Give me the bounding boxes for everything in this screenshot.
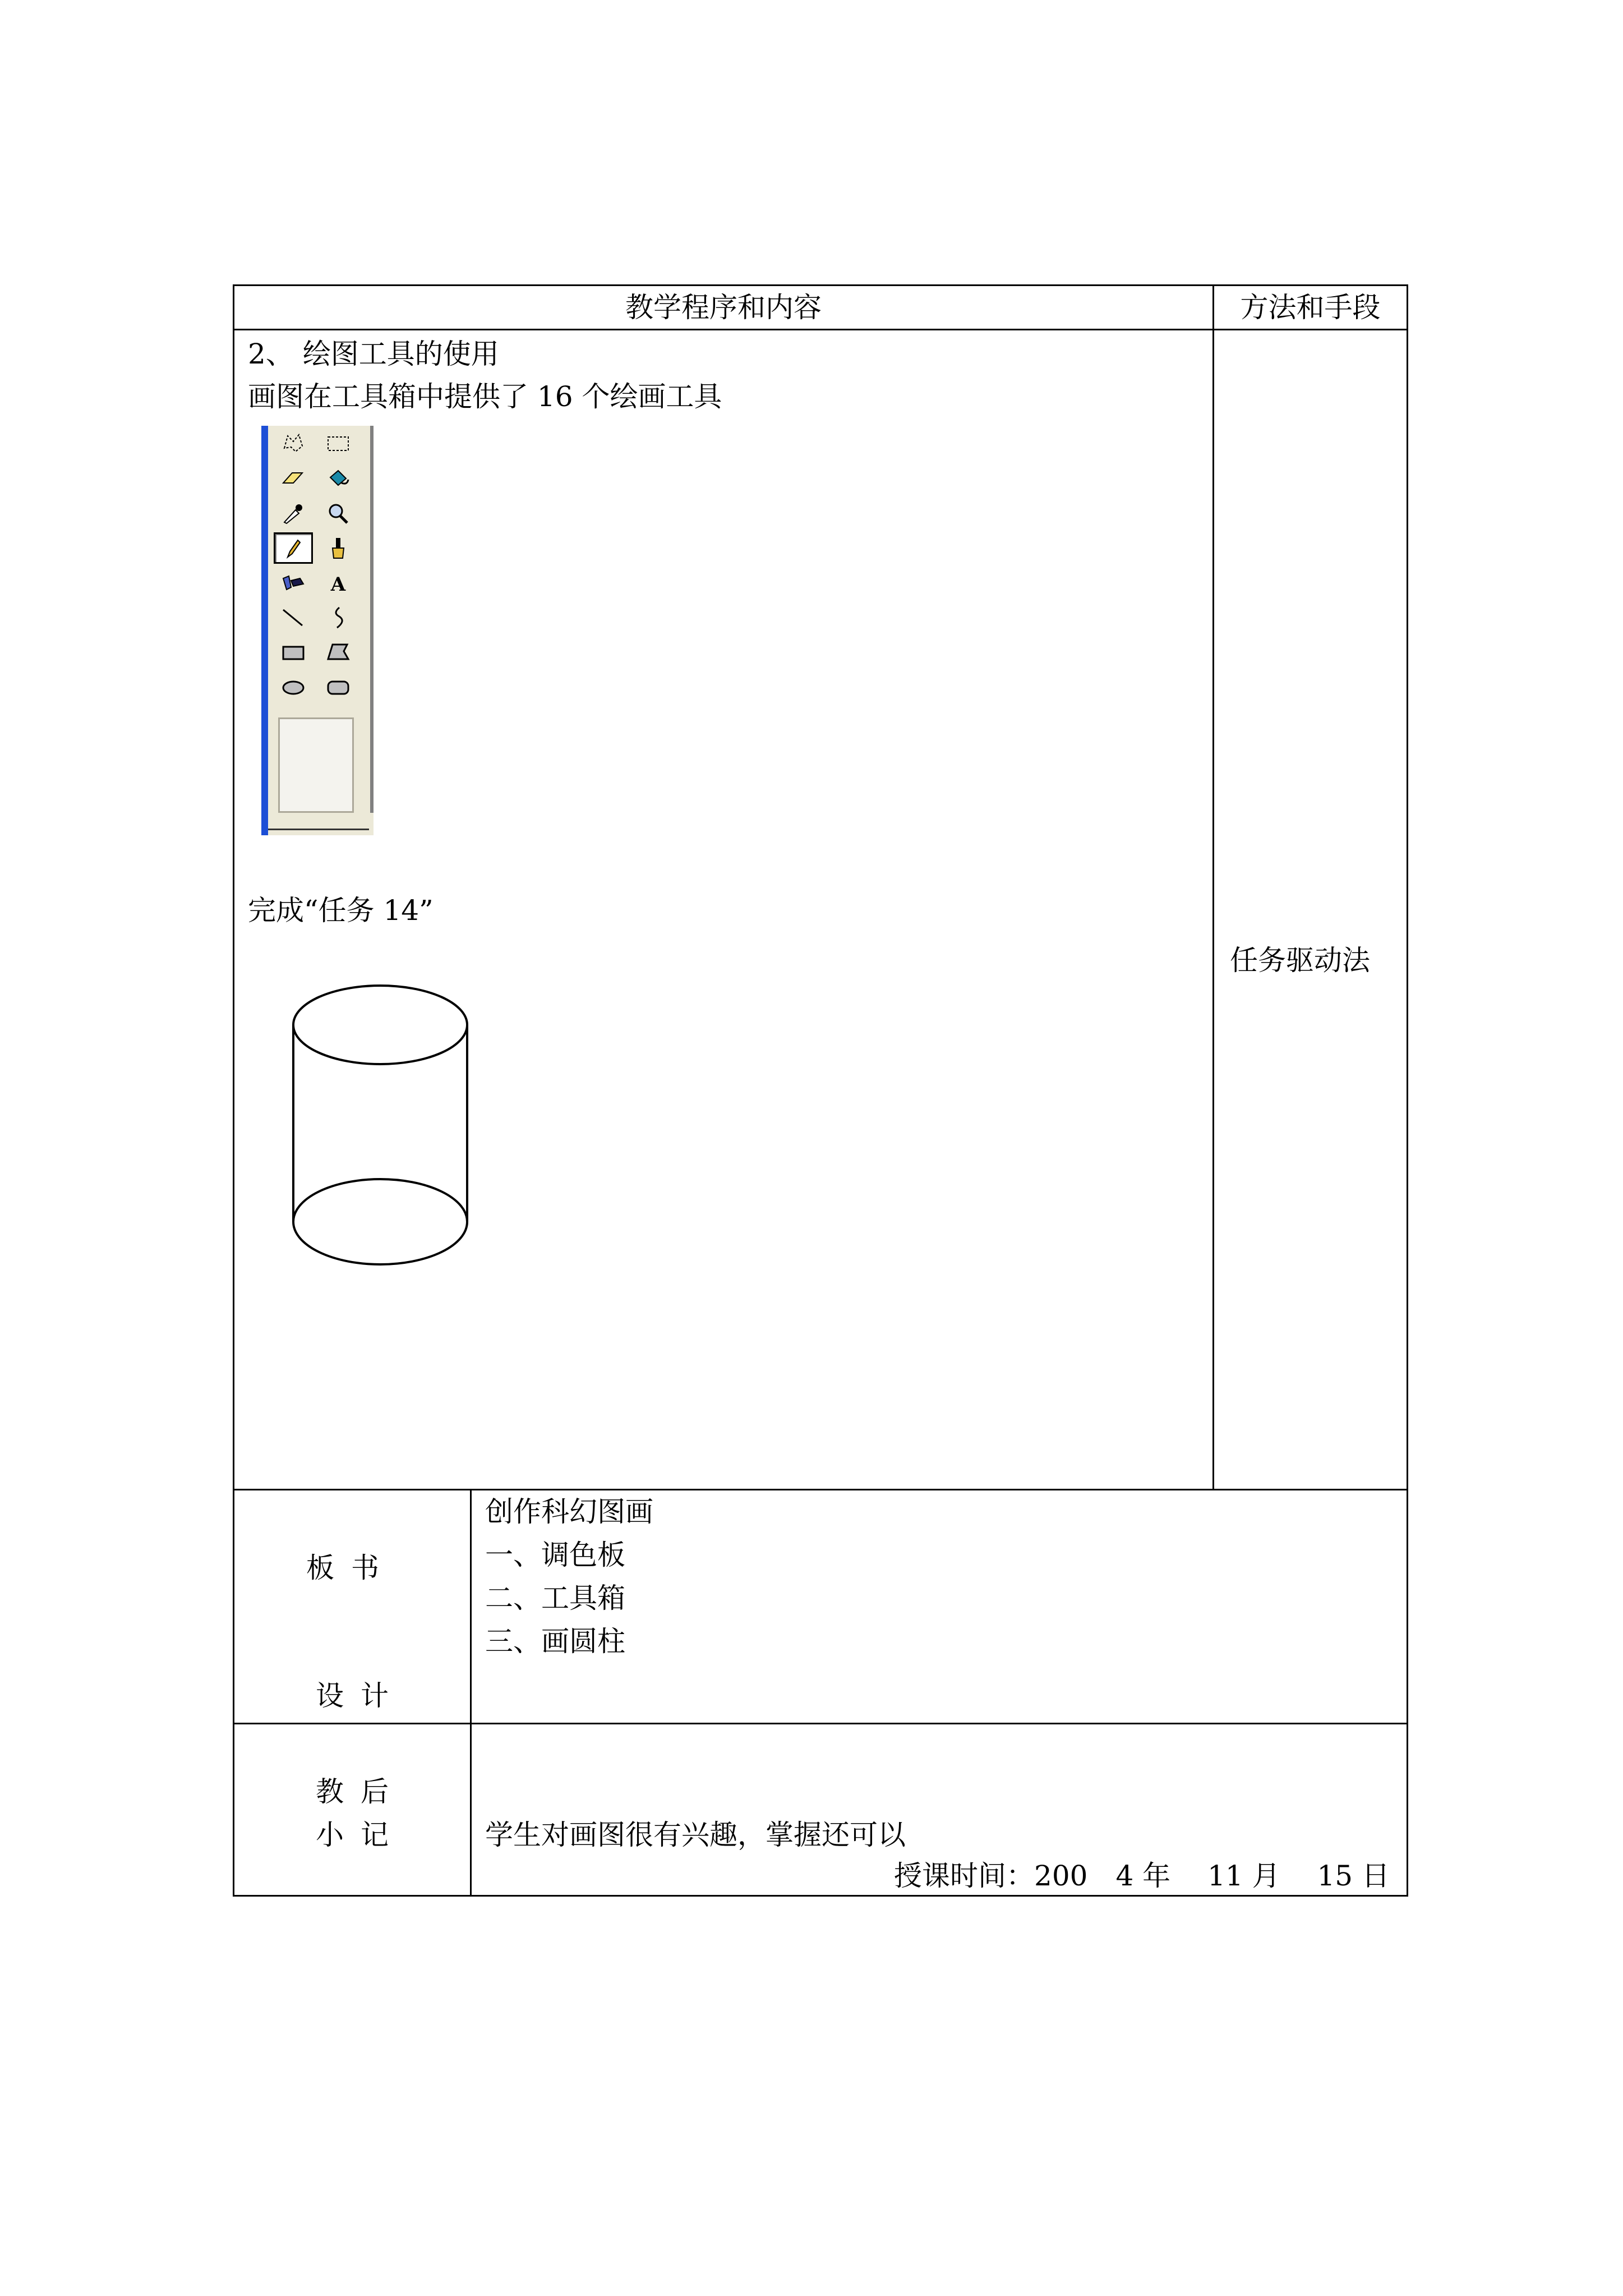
board-line-2: 一、调色板 [485, 1539, 625, 1571]
reflection-label-cell [234, 1724, 471, 1896]
brush-icon [319, 532, 358, 564]
header-row [234, 286, 1408, 330]
ellipse-icon [274, 671, 313, 703]
reflection-content [471, 1724, 1408, 1896]
polygon-icon [319, 637, 358, 668]
board-line-3: 二、工具箱 [485, 1582, 625, 1614]
board-design-row [234, 1490, 1408, 1724]
rectangle-icon [274, 637, 313, 668]
select-icon [319, 428, 358, 459]
line-icon [274, 602, 313, 633]
reflection-label-top: 教后 [316, 1775, 405, 1808]
pick-color-icon [274, 498, 313, 529]
free-form-select-icon [274, 428, 313, 459]
reflection-label-bottom: 小记 [316, 1819, 405, 1851]
curve-icon [319, 602, 358, 633]
text-icon [319, 567, 358, 599]
reflection-text: 学生对画图很有兴趣，掌握还可以 [485, 1819, 906, 1851]
content-row [234, 330, 1408, 1490]
content-column-header: 教学程序和内容 [234, 286, 1214, 330]
board-label-top: 板书 [306, 1552, 396, 1584]
eraser-icon [274, 463, 313, 494]
cylinder-drawing [291, 982, 476, 1274]
lesson-table [233, 284, 1408, 1897]
content-cell [234, 330, 1214, 1490]
lesson-date: 授课时间：200 4 年 11 月 15 日 [894, 1860, 1390, 1892]
rounded-rectangle-icon [319, 671, 358, 703]
method-column-header: 方法和手段 [1214, 286, 1408, 330]
svg-text:A: A [330, 573, 346, 595]
tool-options-box [278, 717, 354, 813]
intro-text: 画图在工具箱中提供了 16 个绘画工具 [248, 380, 722, 413]
board-label-bottom: 设计 [316, 1680, 405, 1712]
board-design-label-cell [234, 1490, 471, 1724]
reflection-row [234, 1724, 1408, 1896]
pencil-icon [274, 532, 313, 564]
section-heading: 2、 绘图工具的使用 [248, 338, 499, 370]
magnifier-icon [319, 498, 358, 529]
paint-toolbox-image [261, 426, 374, 835]
task-text: 完成“任务 14” [248, 894, 434, 927]
board-line-1: 创作科幻图画 [485, 1496, 653, 1528]
fill-bucket-icon [319, 463, 358, 494]
board-design-content [471, 1490, 1408, 1724]
airbrush-icon [274, 567, 313, 599]
method-text: 任务驱动法 [1230, 944, 1370, 977]
toolbox-accent-bar [261, 426, 268, 835]
board-line-4: 三、画圆柱 [485, 1625, 625, 1658]
method-cell [1214, 330, 1408, 1490]
